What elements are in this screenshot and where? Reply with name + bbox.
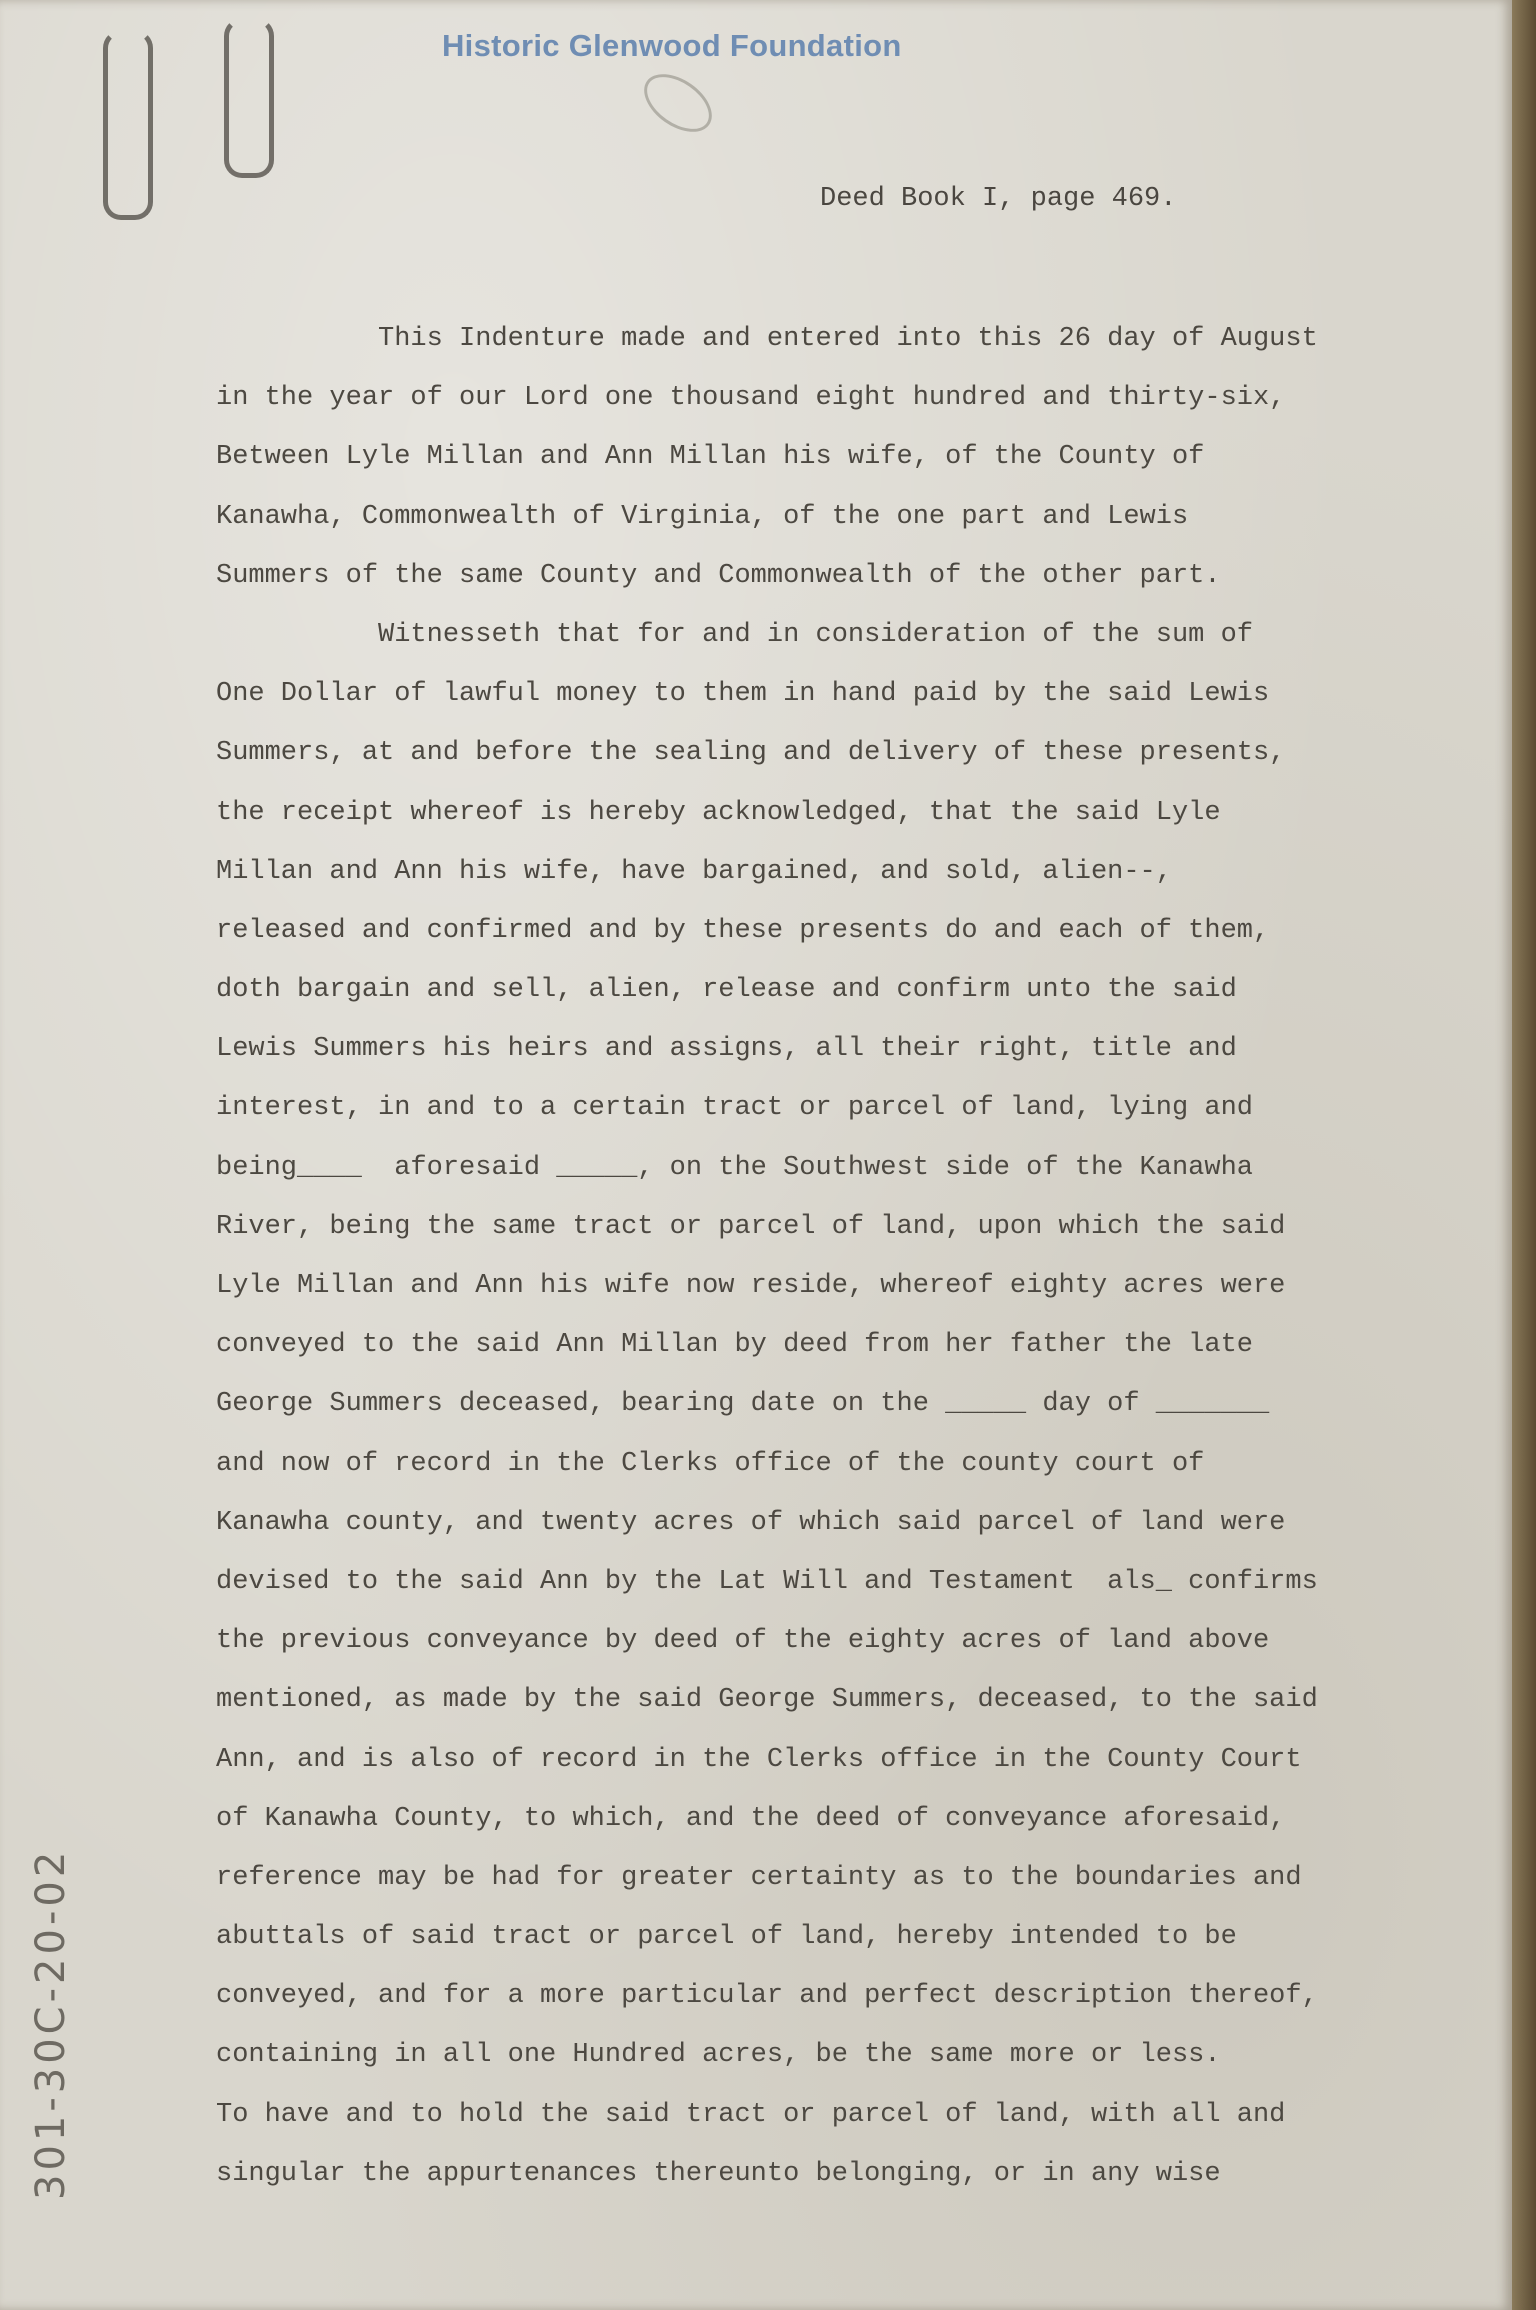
text-line: Kanawha county, and twenty acres of which said parcel of land were: [216, 1507, 1286, 1538]
text-line: Between Lyle Millan and Ann Millan his wife, of the County of: [216, 442, 1205, 473]
text-line: released and confirmed and by these presents do and each of them,: [216, 915, 1270, 946]
handwritten-catalog-number: 301-30C-20-02: [28, 1847, 74, 2200]
text-line: being____ aforesaid _____, on the Southwest side of the Kanawha: [216, 1152, 1253, 1183]
text-line: of Kanawha County, to which, and the deed of conveyance aforesaid,: [216, 1803, 1286, 1834]
text-line: Summers, at and before the sealing and delivery of these presents,: [216, 738, 1286, 769]
text-line: conveyed to the said Ann Millan by deed from her father the late: [216, 1330, 1253, 1361]
text-line: Witnesseth that for and in consideration of the sum of: [216, 619, 1253, 650]
text-line: doth bargain and sell, alien, release and confirm unto the said: [216, 975, 1237, 1006]
text-line: in the year of our Lord one thousand eight hundred and thirty-six,: [216, 383, 1286, 414]
text-line: abuttals of said tract or parcel of land, hereby intended to be: [216, 1922, 1237, 1953]
deed-book-reference: Deed Book I, page 469.: [820, 184, 1177, 214]
text-line: interest, in and to a certain tract or parcel of land, lying and: [216, 1093, 1253, 1124]
text-line: To have and to hold the said tract or parcel of land, with all and: [216, 2099, 1286, 2130]
text-line: and now of record in the Clerks office of the county court of: [216, 1448, 1205, 1479]
text-line: Kanawha, Commonwealth of Virginia, of the one part and Lewis: [216, 501, 1189, 532]
text-line: containing in all one Hundred acres, be the same more or less.: [216, 2040, 1221, 2071]
text-line: Lewis Summers his heirs and assigns, all their right, title and: [216, 1034, 1237, 1065]
text-line: One Dollar of lawful money to them in hand paid by the said Lewis: [216, 679, 1270, 710]
text-line: the receipt whereof is hereby acknowledged, that the said Lyle: [216, 797, 1221, 828]
text-line: reference may be had for greater certainty as to the boundaries and: [216, 1862, 1302, 1893]
text-line: singular the appurtenances thereunto belonging, or in any wise: [216, 2158, 1221, 2189]
text-line: George Summers deceased, bearing date on the _____ day of _______: [216, 1389, 1270, 1420]
text-line: Lyle Millan and Ann his wife now reside, whereof eighty acres were: [216, 1271, 1286, 1301]
text-line: This Indenture made and entered into this 26 day of August: [216, 324, 1318, 354]
foundation-watermark: Historic Glenwood Foundation: [442, 28, 902, 63]
page-edge-shadow: [1512, 0, 1536, 2310]
text-line: Summers of the same County and Commonwealth of the other part.: [216, 560, 1221, 591]
deed-body-text: [216, 310, 1506, 2204]
text-line: River, being the same tract or parcel of land, upon which the said: [216, 1211, 1286, 1242]
text-line: devised to the said Ann by the Lat Will and Testament als_ confirms: [216, 1566, 1318, 1597]
paper-clip-right: [224, 18, 274, 178]
text-line: Millan and Ann his wife, have bargained, and sold, alien--,: [216, 856, 1172, 887]
text-line: conveyed, and for a more particular and perfect description thereof,: [216, 1981, 1318, 2012]
text-line: Ann, and is also of record in the Clerks office in the County Court: [216, 1744, 1302, 1775]
paper-clip-left: [103, 30, 153, 220]
text-line: mentioned, as made by the said George Summers, deceased, to the said: [216, 1685, 1318, 1716]
clip-impression-mark: [634, 62, 723, 143]
text-line: the previous conveyance by deed of the eighty acres of land above: [216, 1626, 1270, 1657]
